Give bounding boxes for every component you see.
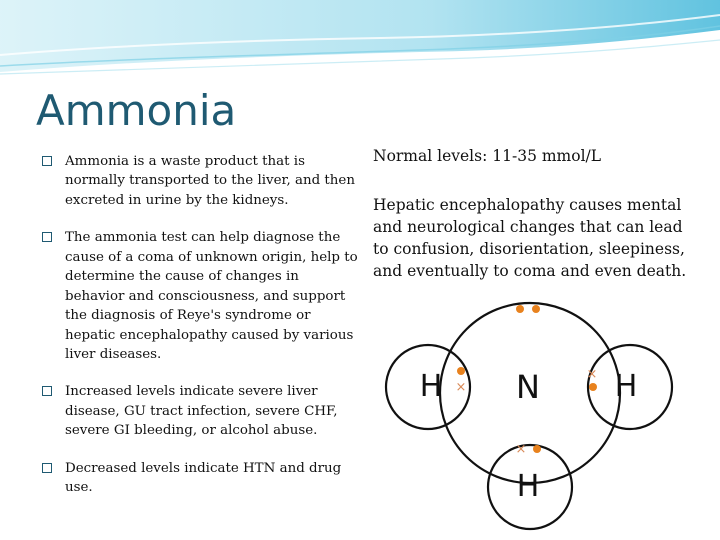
bullet-item xyxy=(40,228,360,364)
bullet-square-icon xyxy=(42,386,52,396)
bullet-item xyxy=(40,152,360,210)
slide-title: Ammonia xyxy=(36,86,237,135)
bullet-item xyxy=(40,459,360,498)
electron-dot xyxy=(532,305,540,313)
bullet-square-icon xyxy=(42,463,52,473)
normal-levels-text: Normal levels: 11-35 mmol/L xyxy=(373,147,602,165)
atom-h-right: H xyxy=(614,369,638,404)
right-column xyxy=(373,146,693,282)
electron-dot xyxy=(457,367,465,375)
electron-dot xyxy=(516,305,524,313)
electron-dot xyxy=(533,445,541,453)
bullet-text: Ammonia is a waste product that is normally transported to the liver, and then excreted in urine by the kidneys. xyxy=(65,154,355,208)
hepatic-encephalopathy-text: Hepatic encephalopathy causes mental and neurological changes that can lead to confusion, disorientation, sleepiness, and eventually to coma and even death. xyxy=(373,195,687,280)
bullet-list xyxy=(40,152,360,498)
atom-h-bottom: H xyxy=(516,469,540,504)
electron-cross: × xyxy=(586,367,598,382)
bullet-item xyxy=(40,382,360,440)
electron-dot xyxy=(589,383,597,391)
atom-n: N xyxy=(516,368,540,406)
ammonia-lewis-diagram xyxy=(380,295,700,535)
atom-h-left: H xyxy=(419,369,443,404)
bullet-square-icon xyxy=(42,156,52,166)
bullet-text: Decreased levels indicate HTN and drug use. xyxy=(65,460,342,496)
bullet-text: Increased levels indicate severe liver disease, GU tract infection, severe CHF, severe GI bleeding, or alcohol abuse. xyxy=(65,384,338,439)
bullet-square-icon xyxy=(42,232,52,242)
electron-cross: × xyxy=(455,380,467,395)
electron-cross: × xyxy=(515,442,527,457)
header-wave-decoration xyxy=(0,0,720,80)
bullet-text: The ammonia test can help diagnose the cause of a coma of unknown origin, help to determine the cause of changes in behavior and consciousness, and support the diagnosis of Reye's syndrome or hepatic encephalopathy caused by various liver diseases. xyxy=(65,230,358,362)
